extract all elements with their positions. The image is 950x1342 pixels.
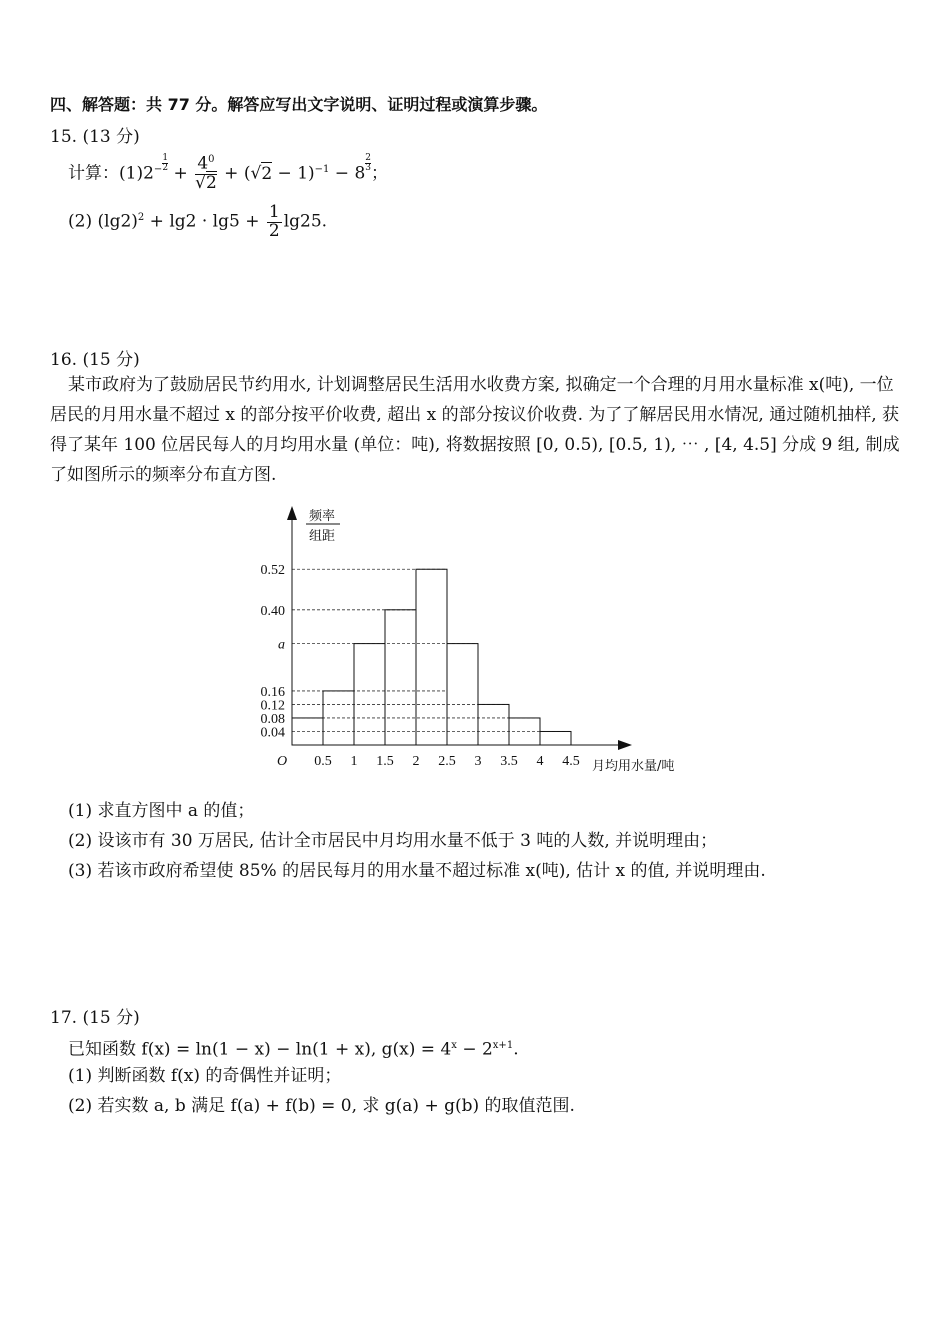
section-heading: 四、解答题：共 77 分。解答应写出文字说明、证明过程或演算步骤。 <box>50 95 548 114</box>
histogram-bar-6 <box>447 644 478 745</box>
histogram-bar-5 <box>416 569 447 745</box>
x-tick-label: 3 <box>474 754 482 769</box>
y-tick-label: 0.52 <box>260 563 285 579</box>
x-tick-label: 4 <box>536 754 544 769</box>
histogram-bar-3 <box>354 644 385 745</box>
x-tick-label: 0.5 <box>314 754 332 769</box>
q15-part1-prefix: 计算：(1) <box>68 163 144 184</box>
y-tick-label: a <box>278 637 285 653</box>
histogram-bar-9 <box>540 731 571 745</box>
x-tick-label: 2.5 <box>438 754 456 769</box>
x-axis-arrow <box>618 740 632 750</box>
histogram-bar-7 <box>478 704 509 745</box>
y-tick-label: 0.04 <box>260 725 285 741</box>
x-tick-label: 1 <box>350 754 358 769</box>
y-tick-label: 0.08 <box>260 711 285 727</box>
x-tick-label: 2 <box>412 754 420 769</box>
q15-part2-tail: lg25. <box>283 211 328 232</box>
q17-exp1: x <box>451 1040 457 1051</box>
y-tick-label: 0.12 <box>260 698 285 714</box>
q17-exp2: x+1 <box>492 1040 514 1051</box>
histogram-bar-4 <box>385 610 416 745</box>
q17-sub2: (2) 若实数 a, b 满足 f(a) + f(b) = 0, 求 g(a) + g(b) 的取值范围. <box>68 1096 575 1116</box>
q15-part2: (2) $(\lg 2)^2 + \lg 2 \cdot \lg 5$ + $\frac{1}{2}$ lg25. <box>68 201 328 241</box>
y-label-bottom: 组距 <box>308 529 336 544</box>
origin-label: O <box>276 754 288 769</box>
q17-line1 <box>68 1031 519 1065</box>
q16-sub1: (1) 求直方图中 a 的值； <box>68 801 255 821</box>
q16-sub2: (2) 设该市有 30 万居民, 估计全市居民中月均用水量不低于 3 吨的人数, 并说明理由； <box>68 831 718 851</box>
q17-header: 17. (15 分) <box>50 1008 140 1028</box>
q17-line1-b: − 2 <box>456 1039 493 1060</box>
q15-part1: 计算：$(1)2^{- \frac{1}{2}}$ + $\frac{4^0}{√2}$ + $(√2 - 1)^{-1} - 8$ $^{\frac{2}{3}}$ ； <box>68 153 388 193</box>
q17-line1-c: . <box>513 1039 519 1060</box>
y-axis-arrow <box>287 506 297 520</box>
x-tick-label: 1.5 <box>376 754 394 769</box>
q16-text: 某市政府为了鼓励居民节约用水, 计划调整居民生活用水收费方案, 拟确定一个合理的月用水量标准 x(吨), 一位居民的月用水量不超过 x 的部分按平价收费, 超出 x 的部分按议价收费. 为了了解居民用水情况, 通过随机抽样, 获得了某年 100 位居民每人的月均用水量 (单位：吨), 将数据按照 [0, 0.5), [0.5, 1), ⋯ , [4, 4.5] 分成 9 组, 制成了如图所示的频率分布直方图. <box>50 375 900 485</box>
q15-header: 15. (13 分) <box>50 127 140 147</box>
x-tick-label: 3.5 <box>500 754 518 769</box>
y-tick-label: 0.16 <box>260 684 285 700</box>
x-tick-label: 4.5 <box>562 754 580 769</box>
q15-part2-prefix: (2) <box>68 211 93 232</box>
histogram-chart <box>240 500 710 780</box>
x-axis-label: 月均用水量/吨 <box>592 759 675 774</box>
y-label-top: 频率 <box>308 509 336 524</box>
q17-line1-a: 已知函数 f(x) = ln(1 − x) − ln(1 + x), g(x) = 4 <box>68 1039 452 1060</box>
q16-header: 16. (15 分) <box>50 350 140 370</box>
y-tick-label: 0.40 <box>260 603 285 619</box>
q16-sub3: (3) 若该市政府希望使 85% 的居民每月的用水量不超过标准 x(吨), 估计 x 的值, 并说明理由. <box>68 861 766 881</box>
q17-sub1: (1) 判断函数 f(x) 的奇偶性并证明； <box>68 1066 342 1086</box>
